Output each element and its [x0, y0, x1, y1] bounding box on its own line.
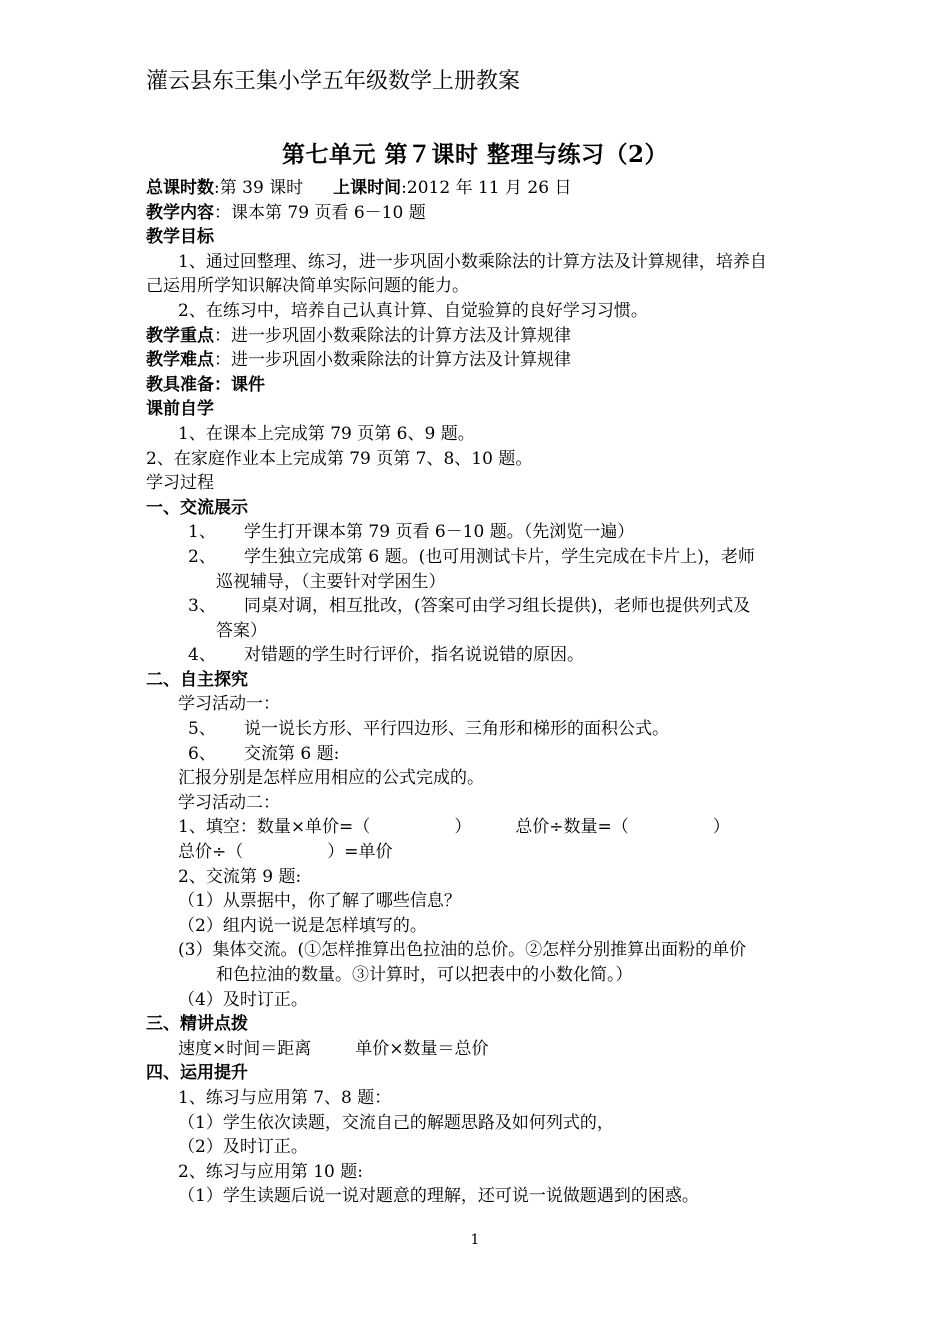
- s4-line-4: 2、练习与应用第 10 题:: [178, 1161, 363, 1182]
- lesson-title: 第七单元 第７课时 整理与练习（2）: [281, 141, 669, 168]
- page-number: 1: [470, 1232, 480, 1248]
- exercise-9: 2、交流第 9 题:: [178, 866, 302, 887]
- activity-2: 学习活动二：: [178, 792, 280, 813]
- s4-line-3: （2）及时订正。: [178, 1137, 308, 1158]
- question-4: （4）及时订正。: [178, 989, 308, 1010]
- fill-line-1: 1、填空：数量×单价=（ ） 总价÷数量=（ ）: [178, 817, 730, 838]
- s4-line-5: （1）学生读题后说一说对题意的理解，还可说一说做题遇到的困惑。: [178, 1186, 699, 1207]
- difficulty-value: ：进一步巩固小数乘除法的计算方法及计算规律: [214, 350, 571, 371]
- section-1-heading: 一、交流展示: [146, 497, 248, 518]
- goal-2: 2、在练习中，培养自己认真计算、自觉验算的良好学习习惯。: [178, 300, 648, 321]
- date-label: 上课时间: [333, 178, 402, 198]
- s4-line-2: （1）学生依次读题，交流自己的解题思路及如何列式的，: [178, 1112, 614, 1133]
- s1-item-3: 3、 同桌对调，相互批改，(答案可由学习组长提供)，老师也提供列式及: [188, 596, 751, 617]
- preview-item-1: 1、在课本上完成第 79 页第 6、9 题。: [178, 423, 475, 444]
- page-header: 灌云县东王集小学五年级数学上册教案: [146, 69, 521, 94]
- key-label: 教学重点: [146, 325, 214, 346]
- section-3-heading: 三、精讲点拨: [146, 1014, 248, 1035]
- content-line: [146, 201, 814, 226]
- s1-item-4: 4、 对错题的学生时行评价，指名说说错的原因。: [188, 645, 584, 666]
- key-line: [146, 324, 814, 349]
- report-line: 汇报分别是怎样应用相应的公式完成的。: [178, 768, 484, 789]
- lesson-body: [146, 176, 814, 1209]
- fill-line-2: 总价÷（ ）=单价: [178, 842, 393, 863]
- goal-1a: 1、通过回整理、练习，进一步巩固小数乘除法的计算方法及计算规律，培养自: [178, 251, 767, 272]
- s2-item-6: 6、 交流第 6 题:: [188, 743, 340, 764]
- s4-line-1: 1、练习与应用第 7、8 题：: [178, 1087, 392, 1108]
- total-value: :第 39 课时: [214, 178, 304, 198]
- preview-heading: 课前自学: [146, 399, 214, 420]
- goals-heading: 教学目标: [146, 227, 214, 248]
- question-1: （1）从票据中，你了解了哪些信息？: [178, 891, 461, 912]
- section-2-heading: 二、自主探究: [146, 669, 248, 690]
- key-value: ：进一步巩固小数乘除法的计算方法及计算规律: [214, 325, 571, 346]
- formula-line: 速度×时间＝距离 单价×数量＝总价: [178, 1038, 489, 1059]
- s1-item-2-cont: 巡视辅导，（主要针对学困生）: [216, 571, 446, 592]
- s1-item-3-cont: 答案）: [216, 620, 267, 641]
- s1-item-1: 1、 学生打开课本第 79 页看 6－10 题。（先浏览一遍）: [188, 522, 635, 543]
- total-label: 总课时数: [146, 178, 214, 198]
- tools-line: 教具准备：课件: [146, 374, 265, 395]
- content-value: ：课本第 79 页看 6－10 题: [214, 202, 426, 223]
- meta-line: [146, 176, 814, 201]
- activity-1: 学习活动一：: [178, 694, 280, 715]
- difficulty-label: 教学难点: [146, 350, 214, 371]
- question-3b: 和色拉油的数量。③计算时，可以把表中的小数化简。）: [216, 965, 633, 985]
- question-3a: (3）集体交流。(①怎样推算出色拉油的总价。②怎样分别推算出面粉的单价: [178, 940, 747, 961]
- goal-1b: 己运用所学知识解决简单实际问题的能力。: [146, 276, 469, 297]
- date-value: :2012 年 11 月 26 日: [401, 178, 572, 198]
- preview-item-2: 2、在家庭作业本上完成第 79 页第 7、8、10 题。: [146, 448, 533, 469]
- content-label: 教学内容: [146, 202, 214, 223]
- difficulty-line: [146, 348, 814, 373]
- question-2: （2）组内说一说是怎样填写的。: [178, 915, 427, 936]
- s1-item-2: 2、 学生独立完成第 6 题。(也可用测试卡片，学生完成在卡片上)，老师: [188, 546, 755, 567]
- section-4-heading: 四、运用提升: [146, 1063, 248, 1084]
- s2-item-5: 5、 说一说长方形、平行四边形、三角形和梯形的面积公式。: [188, 719, 669, 740]
- process-heading: 学习过程: [146, 473, 214, 494]
